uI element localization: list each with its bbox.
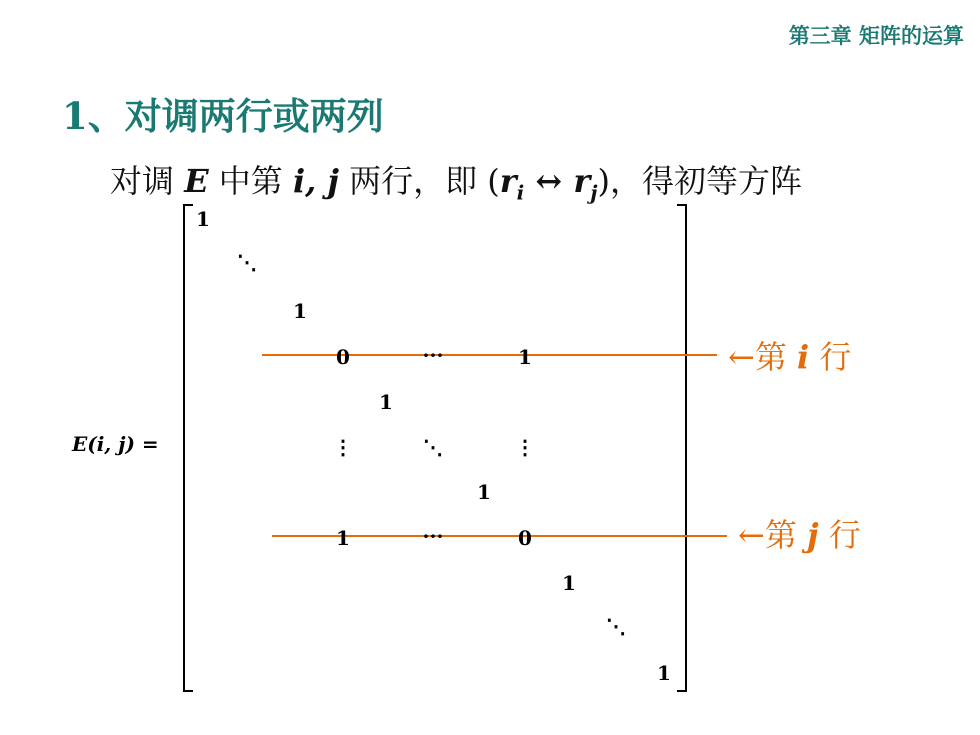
matrix-lhs [72, 432, 159, 456]
desc-r-i: r [499, 162, 517, 200]
matrix-entry-one: 1 [336, 526, 350, 550]
row-j-var: j [807, 516, 819, 554]
row-j-suffix: 行 [828, 516, 861, 554]
desc-swap-arrow: ↔ [524, 162, 574, 200]
desc-sub-i: i [516, 180, 525, 205]
desc-text-1: 对调 [110, 162, 185, 200]
row-i-var: i [797, 338, 810, 376]
matrix-entry-one: 1 [562, 571, 576, 595]
desc-ij: i, j [292, 162, 339, 200]
left-arrow-icon: ← [738, 516, 765, 554]
lhs-equals: = [134, 432, 159, 456]
row-j-label [738, 510, 861, 556]
description [110, 156, 802, 204]
row-i-highlight-line [262, 354, 717, 356]
row-i-suffix: 行 [819, 338, 852, 376]
lhs-args: (i, j) [87, 432, 135, 456]
matrix-left-bracket [183, 204, 193, 692]
matrix-entry-zero: 0 [336, 345, 350, 369]
desc-text-4: )，得初等方阵 [597, 162, 802, 200]
matrix-entry-zero: 0 [518, 526, 532, 550]
matrix-ddots: ⋱ [606, 614, 626, 638]
matrix-right-bracket [677, 204, 687, 692]
row-j-prefix: 第 [764, 516, 797, 554]
matrix-vdots: ⋮ [333, 435, 353, 459]
row-i-prefix: 第 [754, 338, 787, 376]
desc-sub-j: j [590, 180, 598, 205]
row-i-label [728, 332, 851, 378]
matrix-ddots: ⋱ [237, 250, 257, 274]
section-title: 1、对调两行或两列 [62, 94, 384, 138]
matrix-entry-one: 1 [518, 345, 532, 369]
matrix-entry-one: 1 [196, 207, 210, 231]
left-arrow-icon: ← [728, 338, 755, 376]
desc-text-3: 两行，即 ( [338, 162, 500, 200]
matrix-hdots: ··· [422, 524, 444, 548]
desc-r-j: r [573, 162, 591, 200]
matrix-entry-one: 1 [657, 661, 671, 685]
matrix-ddots: ⋱ [423, 435, 443, 459]
matrix-hdots: ··· [422, 343, 444, 367]
chapter-header: 第三章 矩阵的运算 [788, 24, 964, 48]
lhs-E: E [72, 432, 88, 456]
matrix-entry-one: 1 [477, 480, 491, 504]
desc-text-2: 中第 [208, 162, 293, 200]
matrix-vdots: ⋮ [515, 435, 535, 459]
matrix-entry-one: 1 [379, 390, 393, 414]
matrix-entry-one: 1 [293, 299, 307, 323]
desc-matrix-E: E [184, 162, 209, 200]
